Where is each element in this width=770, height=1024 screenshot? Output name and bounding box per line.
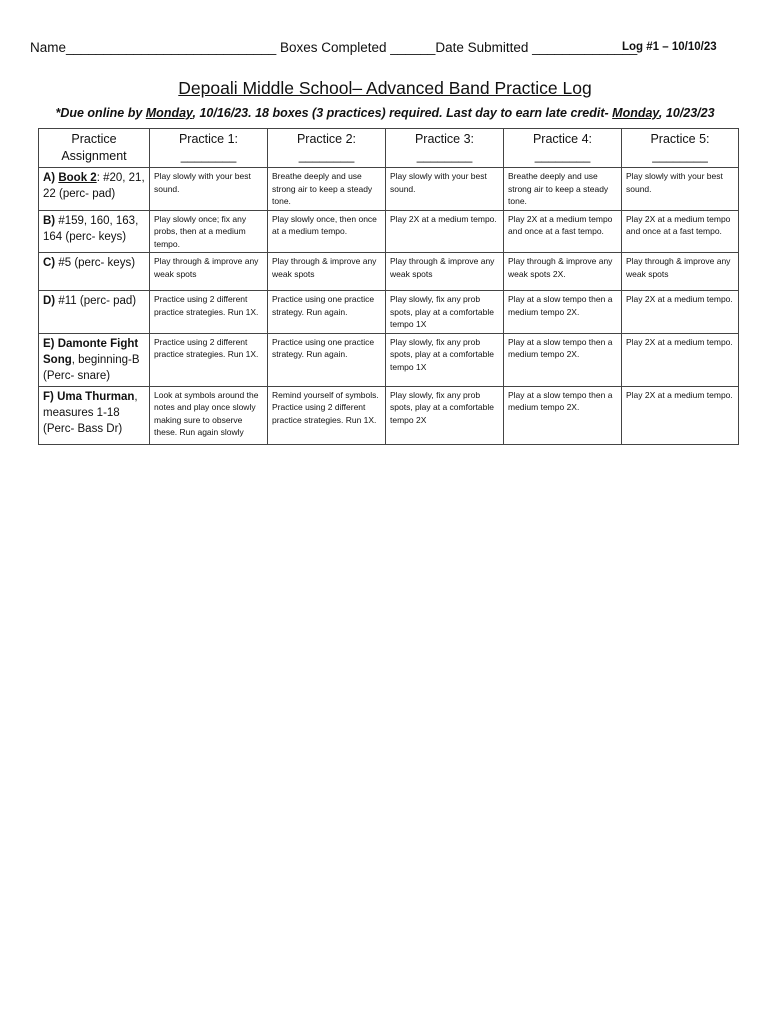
practice-cell: Play through & improve any weak spots [386, 253, 504, 291]
practice-cell: Practice using 2 different practice strategies. Run 1X. [150, 291, 268, 334]
practice-cell: Play slowly with your best sound. [150, 168, 268, 211]
practice-cell: Play 2X at a medium tempo. [622, 291, 739, 334]
assignment-cell: B) #159, 160, 163, 164 (perc- keys) [39, 210, 150, 253]
practice-cell: Look at symbols around the notes and play once slowly making sure to observe these. Run again slowly [150, 386, 268, 444]
name-line [30, 40, 730, 55]
practice-table [38, 128, 739, 445]
practice-cell: Play 2X at a medium tempo and once at a fast tempo. [622, 210, 739, 253]
practice-cell: Play 2X at a medium tempo. [622, 386, 739, 444]
practice-cell: Play at a slow tempo then a medium tempo 2X. [504, 291, 622, 334]
table-row [39, 333, 739, 386]
assignment-cell: D) #11 (perc- pad) [39, 291, 150, 334]
practice-cell: Play through & improve any weak spots [150, 253, 268, 291]
practice-cell: Play slowly with your best sound. [622, 168, 739, 211]
practice-cell: Play slowly once, then once at a medium tempo. [268, 210, 386, 253]
due-date-note: *Due online by Monday, 10/16/23. 18 boxes (3 practices) required. Last day to earn late credit- Monday, 10/23/23 [55, 106, 715, 120]
page-title: Depoali Middle School– Advanced Band Practice Log [178, 78, 592, 98]
practice-cell: Play through & improve any weak spots [268, 253, 386, 291]
practice-cell: Play 2X at a medium tempo. [622, 333, 739, 386]
log-number: Log #1 – 10/10/23 [622, 41, 717, 53]
practice-cell: Play slowly, fix any prob spots, play at a comfortable tempo 2X [386, 386, 504, 444]
header-practice-1: Practice 1: ________ [150, 129, 268, 168]
assignment-cell: A) Book 2: #20, 21, 22 (perc- pad) [39, 168, 150, 211]
name-fields: Name____________________________ Boxes Completed ______Date Submitted ______________ [30, 40, 638, 55]
practice-cell: Practice using one practice strategy. Run again. [268, 333, 386, 386]
practice-cell: Play through & improve any weak spots [622, 253, 739, 291]
table-row [39, 253, 739, 291]
table-row [39, 168, 739, 211]
assignment-cell: F) Uma Thurman, measures 1-18 (Perc- Bass Dr) [39, 386, 150, 444]
practice-cell: Play slowly, fix any prob spots, play at a comfortable tempo 1X [386, 333, 504, 386]
practice-cell: Play slowly once; fix any probs, then at a medium tempo. [150, 210, 268, 253]
practice-cell: Play slowly with your best sound. [386, 168, 504, 211]
practice-cell: Practice using 2 different practice strategies. Run 1X. [150, 333, 268, 386]
practice-cell: Breathe deeply and use strong air to keep a steady tone. [504, 168, 622, 211]
table-row [39, 210, 739, 253]
header-practice-5: Practice 5: ________ [622, 129, 739, 168]
practice-cell: Play at a slow tempo then a medium tempo 2X. [504, 333, 622, 386]
practice-cell: Play at a slow tempo then a medium tempo 2X. [504, 386, 622, 444]
practice-cell: Play slowly, fix any prob spots, play at a comfortable tempo 1X [386, 291, 504, 334]
header-assignment: Practice Assignment [39, 129, 150, 168]
practice-cell: Remind yourself of symbols. Practice using 2 different practice strategies. Run 1X. [268, 386, 386, 444]
practice-cell: Practice using one practice strategy. Run again. [268, 291, 386, 334]
practice-cell: Play 2X at a medium tempo and once at a fast tempo. [504, 210, 622, 253]
table-row [39, 386, 739, 444]
table-row [39, 291, 739, 334]
assignment-cell: E) Damonte Fight Song, beginning-B (Perc- snare) [39, 333, 150, 386]
assignment-cell: C) #5 (perc- keys) [39, 253, 150, 291]
header-practice-2: Practice 2: ________ [268, 129, 386, 168]
practice-cell: Breathe deeply and use strong air to keep a steady tone. [268, 168, 386, 211]
practice-cell: Play 2X at a medium tempo. [386, 210, 504, 253]
header-practice-4: Practice 4: ________ [504, 129, 622, 168]
header-practice-3: Practice 3: ________ [386, 129, 504, 168]
header-row [39, 129, 739, 168]
practice-cell: Play through & improve any weak spots 2X. [504, 253, 622, 291]
